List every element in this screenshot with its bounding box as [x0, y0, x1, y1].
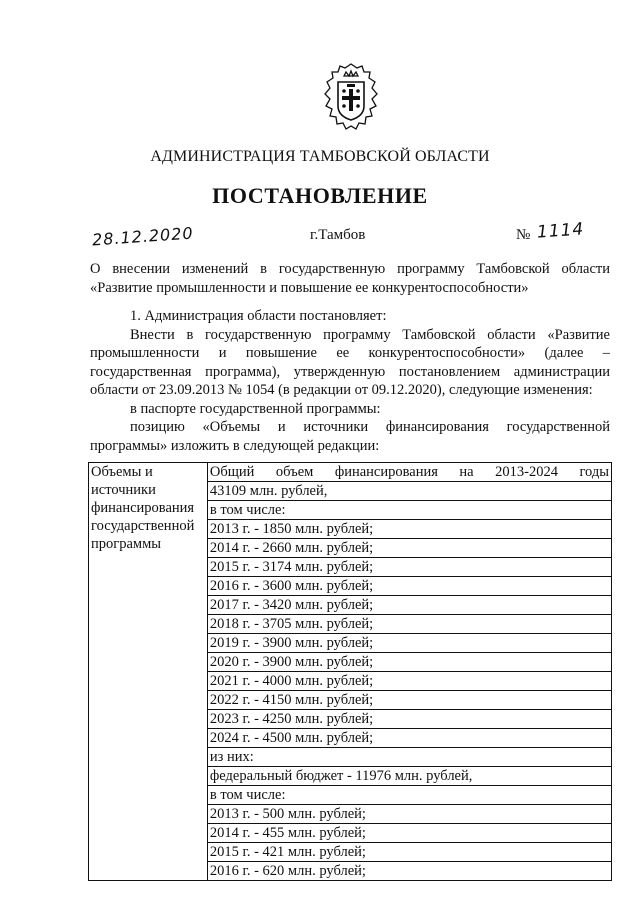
financing-value-cell: 2014 г. - 2660 млн. рублей;	[207, 539, 611, 558]
financing-value-cell: Общий объем финансирования на 2013-2024 годы	[207, 463, 611, 482]
financing-value-cell: 2016 г. - 3600 млн. рублей;	[207, 577, 611, 596]
financing-value-cell: 2016 г. - 620 млн. рублей;	[207, 862, 611, 881]
financing-label-line: источники	[91, 482, 156, 498]
financing-label-line: Объемы и	[91, 464, 153, 480]
financing-value-cell: 2022 г. - 4150 млн. рублей;	[207, 691, 611, 710]
financing-value-cell: в том числе:	[207, 786, 611, 805]
financing-value-cell: 2013 г. - 500 млн. рублей;	[207, 805, 611, 824]
body-paragraph-3: в паспорте государственной программы:	[130, 400, 381, 417]
financing-label-cell	[89, 463, 208, 881]
table-row	[89, 463, 612, 482]
financing-value-cell: 2017 г. - 3420 млн. рублей;	[207, 596, 611, 615]
document-city: г.Тамбов	[310, 227, 366, 243]
financing-value-cell: 43109 млн. рублей,	[207, 482, 611, 501]
financing-value-cell: 2013 г. - 1850 млн. рублей;	[207, 520, 611, 539]
financing-value-cell: 2024 г. - 4500 млн. рублей;	[207, 729, 611, 748]
financing-label-line: программы	[91, 536, 161, 552]
document-body	[90, 307, 610, 455]
financing-value-cell: из них:	[207, 748, 611, 767]
financing-value-cell: федеральный бюджет - 11976 млн. рублей,	[207, 767, 611, 786]
document-number: 1114	[536, 219, 585, 243]
financing-value-cell: 2015 г. - 3174 млн. рублей;	[207, 558, 611, 577]
financing-label-line: финансирования	[91, 500, 195, 516]
body-paragraph-1: 1. Администрация области постановляет:	[130, 308, 387, 324]
coat-of-arms-icon	[322, 62, 380, 134]
document-title: ПОСТАНОВЛЕНИЕ	[212, 183, 428, 208]
body-paragraph-2: Внести в государственную программу Тамбовской области «Развитие промышленности и повышение ее конкурентоспособности» (далее – государственная программа), утвержденную постановлением администрации области от 23.09.2013 № 1054 (в редакции от 09.12.2020), следующие изменения:	[90, 326, 610, 398]
document-date: 28.12.2020	[91, 223, 195, 250]
financing-table	[88, 462, 612, 881]
financing-value-cell: 2019 г. - 3900 млн. рублей;	[207, 634, 611, 653]
financing-value-cell: 2020 г. - 3900 млн. рублей;	[207, 653, 611, 672]
financing-value-cell: 2023 г. - 4250 млн. рублей;	[207, 710, 611, 729]
financing-value-cell: 2015 г. - 421 млн. рублей;	[207, 843, 611, 862]
organization-name: АДМИНИСТРАЦИЯ ТАМБОВСКОЙ ОБЛАСТИ	[150, 148, 490, 165]
financing-value-cell: в том числе:	[207, 501, 611, 520]
financing-value-cell: 2014 г. - 455 млн. рублей;	[207, 824, 611, 843]
financing-value-cell: 2021 г. - 4000 млн. рублей;	[207, 672, 611, 691]
financing-value-cell: 2018 г. - 3705 млн. рублей;	[207, 615, 611, 634]
document-subject: О внесении изменений в государственную программу Тамбовской области «Развитие промышленности и повышение ее конкурентоспособности»	[90, 261, 610, 296]
body-paragraph-4: позицию «Объемы и источники финансирования государственной программы» изложить в следующей редакции:	[90, 419, 610, 454]
financing-label-line: государственной	[91, 518, 195, 534]
document-number-label: №	[516, 227, 531, 243]
